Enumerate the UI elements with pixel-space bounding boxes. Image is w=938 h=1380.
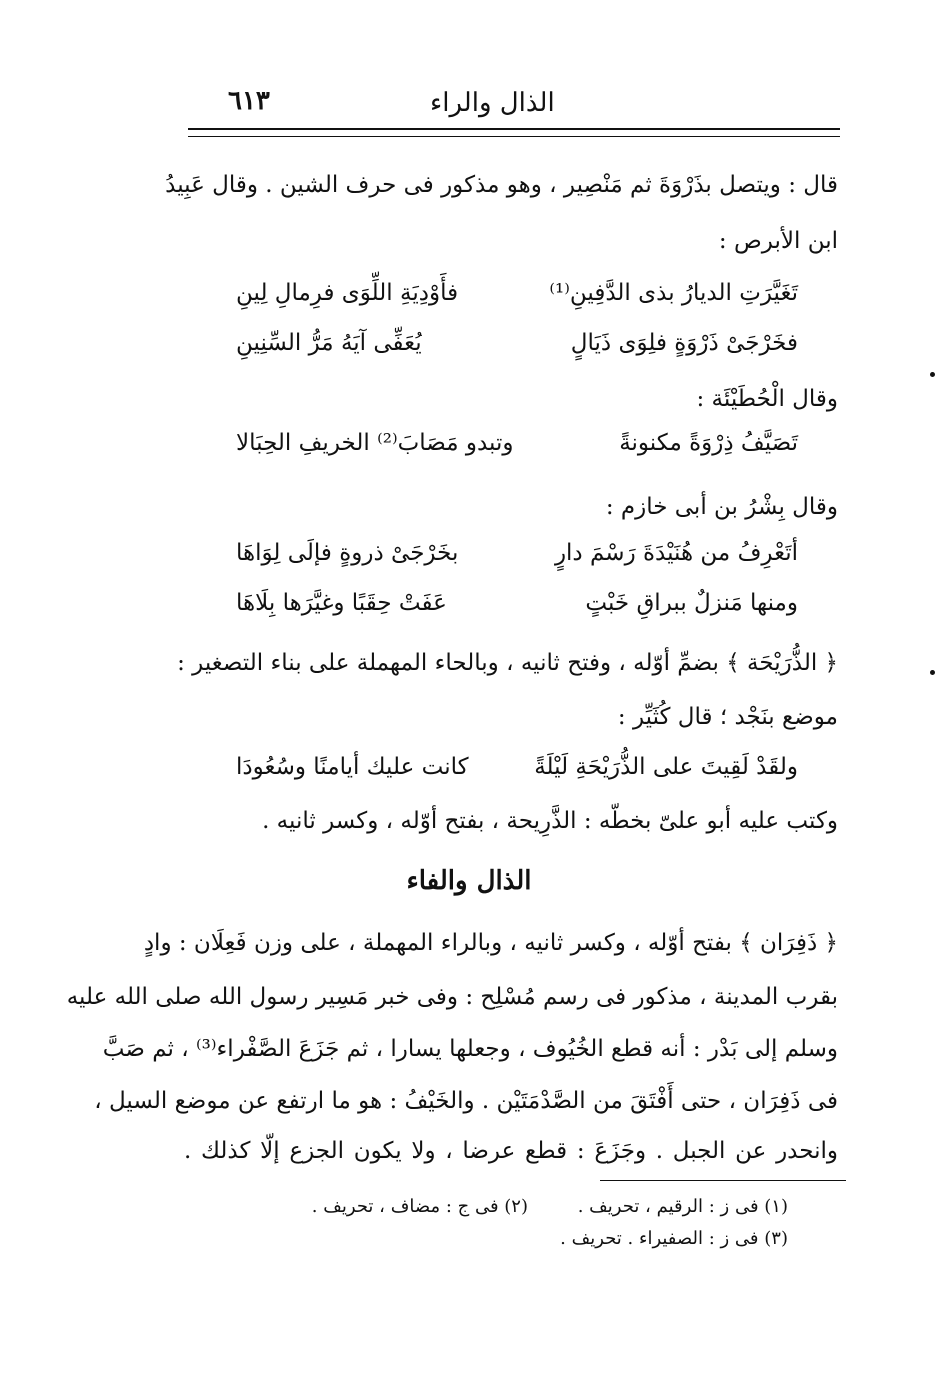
text-line: ابن الأبرص :	[718, 228, 838, 254]
margin-speck	[930, 670, 935, 675]
verse-hemistich: وتبدو مَصَابَ⁽²⁾ الخريفِ الحِبَالا	[236, 430, 514, 456]
verse-hemistich: تَصَيَّفُ ذِرْوَةً مكنونةً	[619, 430, 798, 456]
page-number: ٦١٣	[228, 86, 270, 116]
entry-line: فى ذَفِرَان ، حتى أَفْتَقَ من الصَّدْمَتَيْن . والخَيْفُ : هو ما ارتفع عن موضع السيل ،	[94, 1088, 838, 1114]
verse-hemistich: كانت عليك أيامنًا وسُعُودَا	[236, 754, 469, 780]
running-header-title: الذال والراء	[430, 88, 555, 118]
entry-line: موضع بنَجْد ؛ قال كُثَيِّر :	[617, 704, 838, 730]
entry-line: بقرب المدينة ، مذكور فى رسم مُسْلِح : وفى خبر مَسِير رسول الله صلى الله عليه	[66, 984, 838, 1010]
verse-hemistich: ولقَدْ لَقِيتَ على الذُّرَيْحَةِ لَيْلَةً	[534, 754, 798, 780]
text-line: وقال بِشْرُ بن أبى خازم :	[605, 494, 838, 520]
verse-hemistich: بخَرْجَىْ ذروةٍ فإلَى لِوَاهَا	[236, 540, 459, 566]
entry-line: وسلم إلى بَدْر : أنه قطع الخُيُوف ، وجعلها يسارا ، ثم جَزَعَ الصَّفْراء⁽³⁾ ، ثم صَبَّ	[102, 1036, 838, 1062]
header-rule	[188, 128, 840, 130]
text-line: قال : ويتصل بذَرْوَةَ ثم مَنْصِير ، وهو مذكور فى حرف الشين . وقال عَبِيدُ	[165, 172, 838, 198]
entry-line: ﴿ ذَفِرَان ﴾ بفتح أوّله ، وكسر ثانيه ، وبالراء المهملة ، على وزن فَعِلَان : وادٍ	[143, 930, 838, 956]
text-line: وقال الْحُطَيْئَة :	[696, 386, 838, 412]
entry-line: وانحدر عن الجبل . وجَزَعَ : قطع عرضا ، ولا يكون الجزع إلّا كذلك .	[184, 1138, 838, 1164]
footnote-rule	[600, 1180, 846, 1181]
margin-speck	[930, 372, 935, 377]
section-heading: الذال والفاء	[406, 866, 532, 896]
footnote: (٣) فى ز : الصفيراء . تحريف .	[560, 1228, 788, 1249]
verse-hemistich: يُعَفِّى آيَهُ مَرُّ السِّنِينِ	[236, 330, 422, 356]
header-rule-thin	[188, 136, 840, 137]
verse-hemistich: فأَوْدِيَةِ اللِّوَى فرِمالِ لِينِ	[236, 280, 459, 306]
entry-line: ﴿ الذُّرَيْحَة ﴾ بضمِّ أوّله ، وفتح ثانيه ، وبالحاء المهملة على بناء التصغير :	[177, 650, 838, 676]
entry-line: وكتب عليه أبو علىّ بخطّه : الذَّرِيحة ، بفتح أوّله ، وكسر ثانيه .	[262, 808, 838, 834]
footnote: (٢) فى ج : مضاف ، تحريف .	[311, 1196, 528, 1217]
verse-hemistich: ومنها مَنزلٌ ببراقِ خَبْتٍ	[585, 590, 798, 616]
footnote: (١) فى ز : الرقيم ، تحريف .	[577, 1196, 788, 1217]
verse-hemistich: عَفَتْ حِقَبًا وغيَّرَها بِلَاهَا	[236, 590, 447, 616]
verse-hemistich: فخَرْجَىْ ذَرْوَةٍ فلِوَى ذَيَالٍ	[570, 330, 798, 356]
verse-hemistich: أتَعْرِفُ من هُنَيْدَةَ رَسْمَ دارٍ	[554, 540, 798, 566]
verse-hemistich: تَغَيَّرَتِ الديارُ بذى الدَّفِينِ⁽¹⁾	[549, 280, 798, 306]
